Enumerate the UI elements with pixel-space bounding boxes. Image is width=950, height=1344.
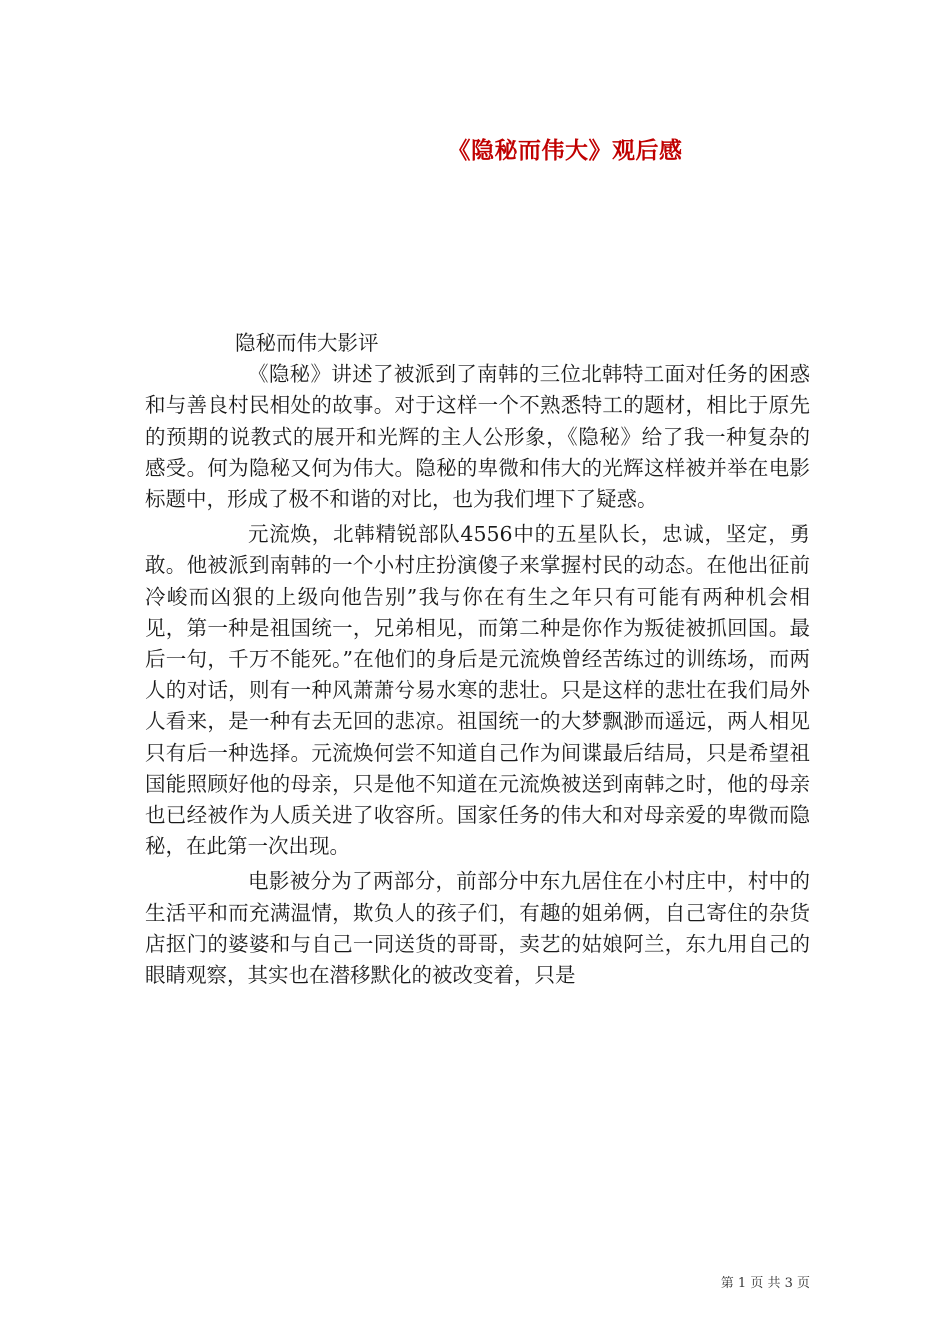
document-subtitle: 隐秘而伟大影评 bbox=[235, 331, 379, 355]
paragraph-protagonist: 元流焕，北韩精锐部队4556中的五星队长，忠诚，坚定，勇敢。他被派到南韩的一个小村庄扮演傻子来掌握村民的动态。在他出征前冷峻而凶狠的上级向他告别”我与你在有生之年只有可能有两种机会相见，第一种是祖国统一，兄弟相见，而第二种是你作为叛徒被抓回国。最后一句，千万不能死。”在他们的身后是元流焕曾经苦练过的训练场，而两人的对话，则有一种风萧萧兮易水寒的悲壮。只是这样的悲壮在我们局外人看来，是一种有去无回的悲凉。祖国统一的大梦飘渺而遥远，两人相见只有后一种选择。元流焕何尝不知道自己作为间谍最后结局，只是希望祖国能照顾好他的母亲，只是他不知道在元流焕被送到南韩之时，他的母亲也已经被作为人质关进了收容所。国家任务的伟大和对母亲爱的卑微而隐秘，在此第一次出现。 bbox=[145, 522, 810, 859]
paragraph-intro: 《隐秘》讲述了被派到了南韩的三位北韩特工面对任务的困惑和与善良村民相处的故事。对于这样一个不熟悉特工的题材，相比于原先的预期的说教式的展开和光辉的主人公形象，《隐秘》给了我一种复杂的感受。何为隐秘又何为伟大。隐秘的卑微和伟大的光辉这样被并举在电影标题中，形成了极不和谐的对比，也为我们埋下了疑惑。 bbox=[145, 362, 810, 512]
document-title: 《隐秘而伟大》观后感 bbox=[447, 137, 683, 164]
page-number: 第 1 页 共 3 页 bbox=[720, 1276, 810, 1291]
paragraph-film-structure: 电影被分为了两部分，前部分中东九居住在小村庄中，村中的生活平和而充满温情，欺负人的孩子们，有趣的姐弟俩，自己寄住的杂货店抠门的婆婆和与自己一同送货的哥哥，卖艺的姑娘阿兰，东九用自己的眼睛观察，其实也在潜移默化的被改变着，只是 bbox=[145, 869, 810, 988]
document-body bbox=[145, 328, 810, 991]
